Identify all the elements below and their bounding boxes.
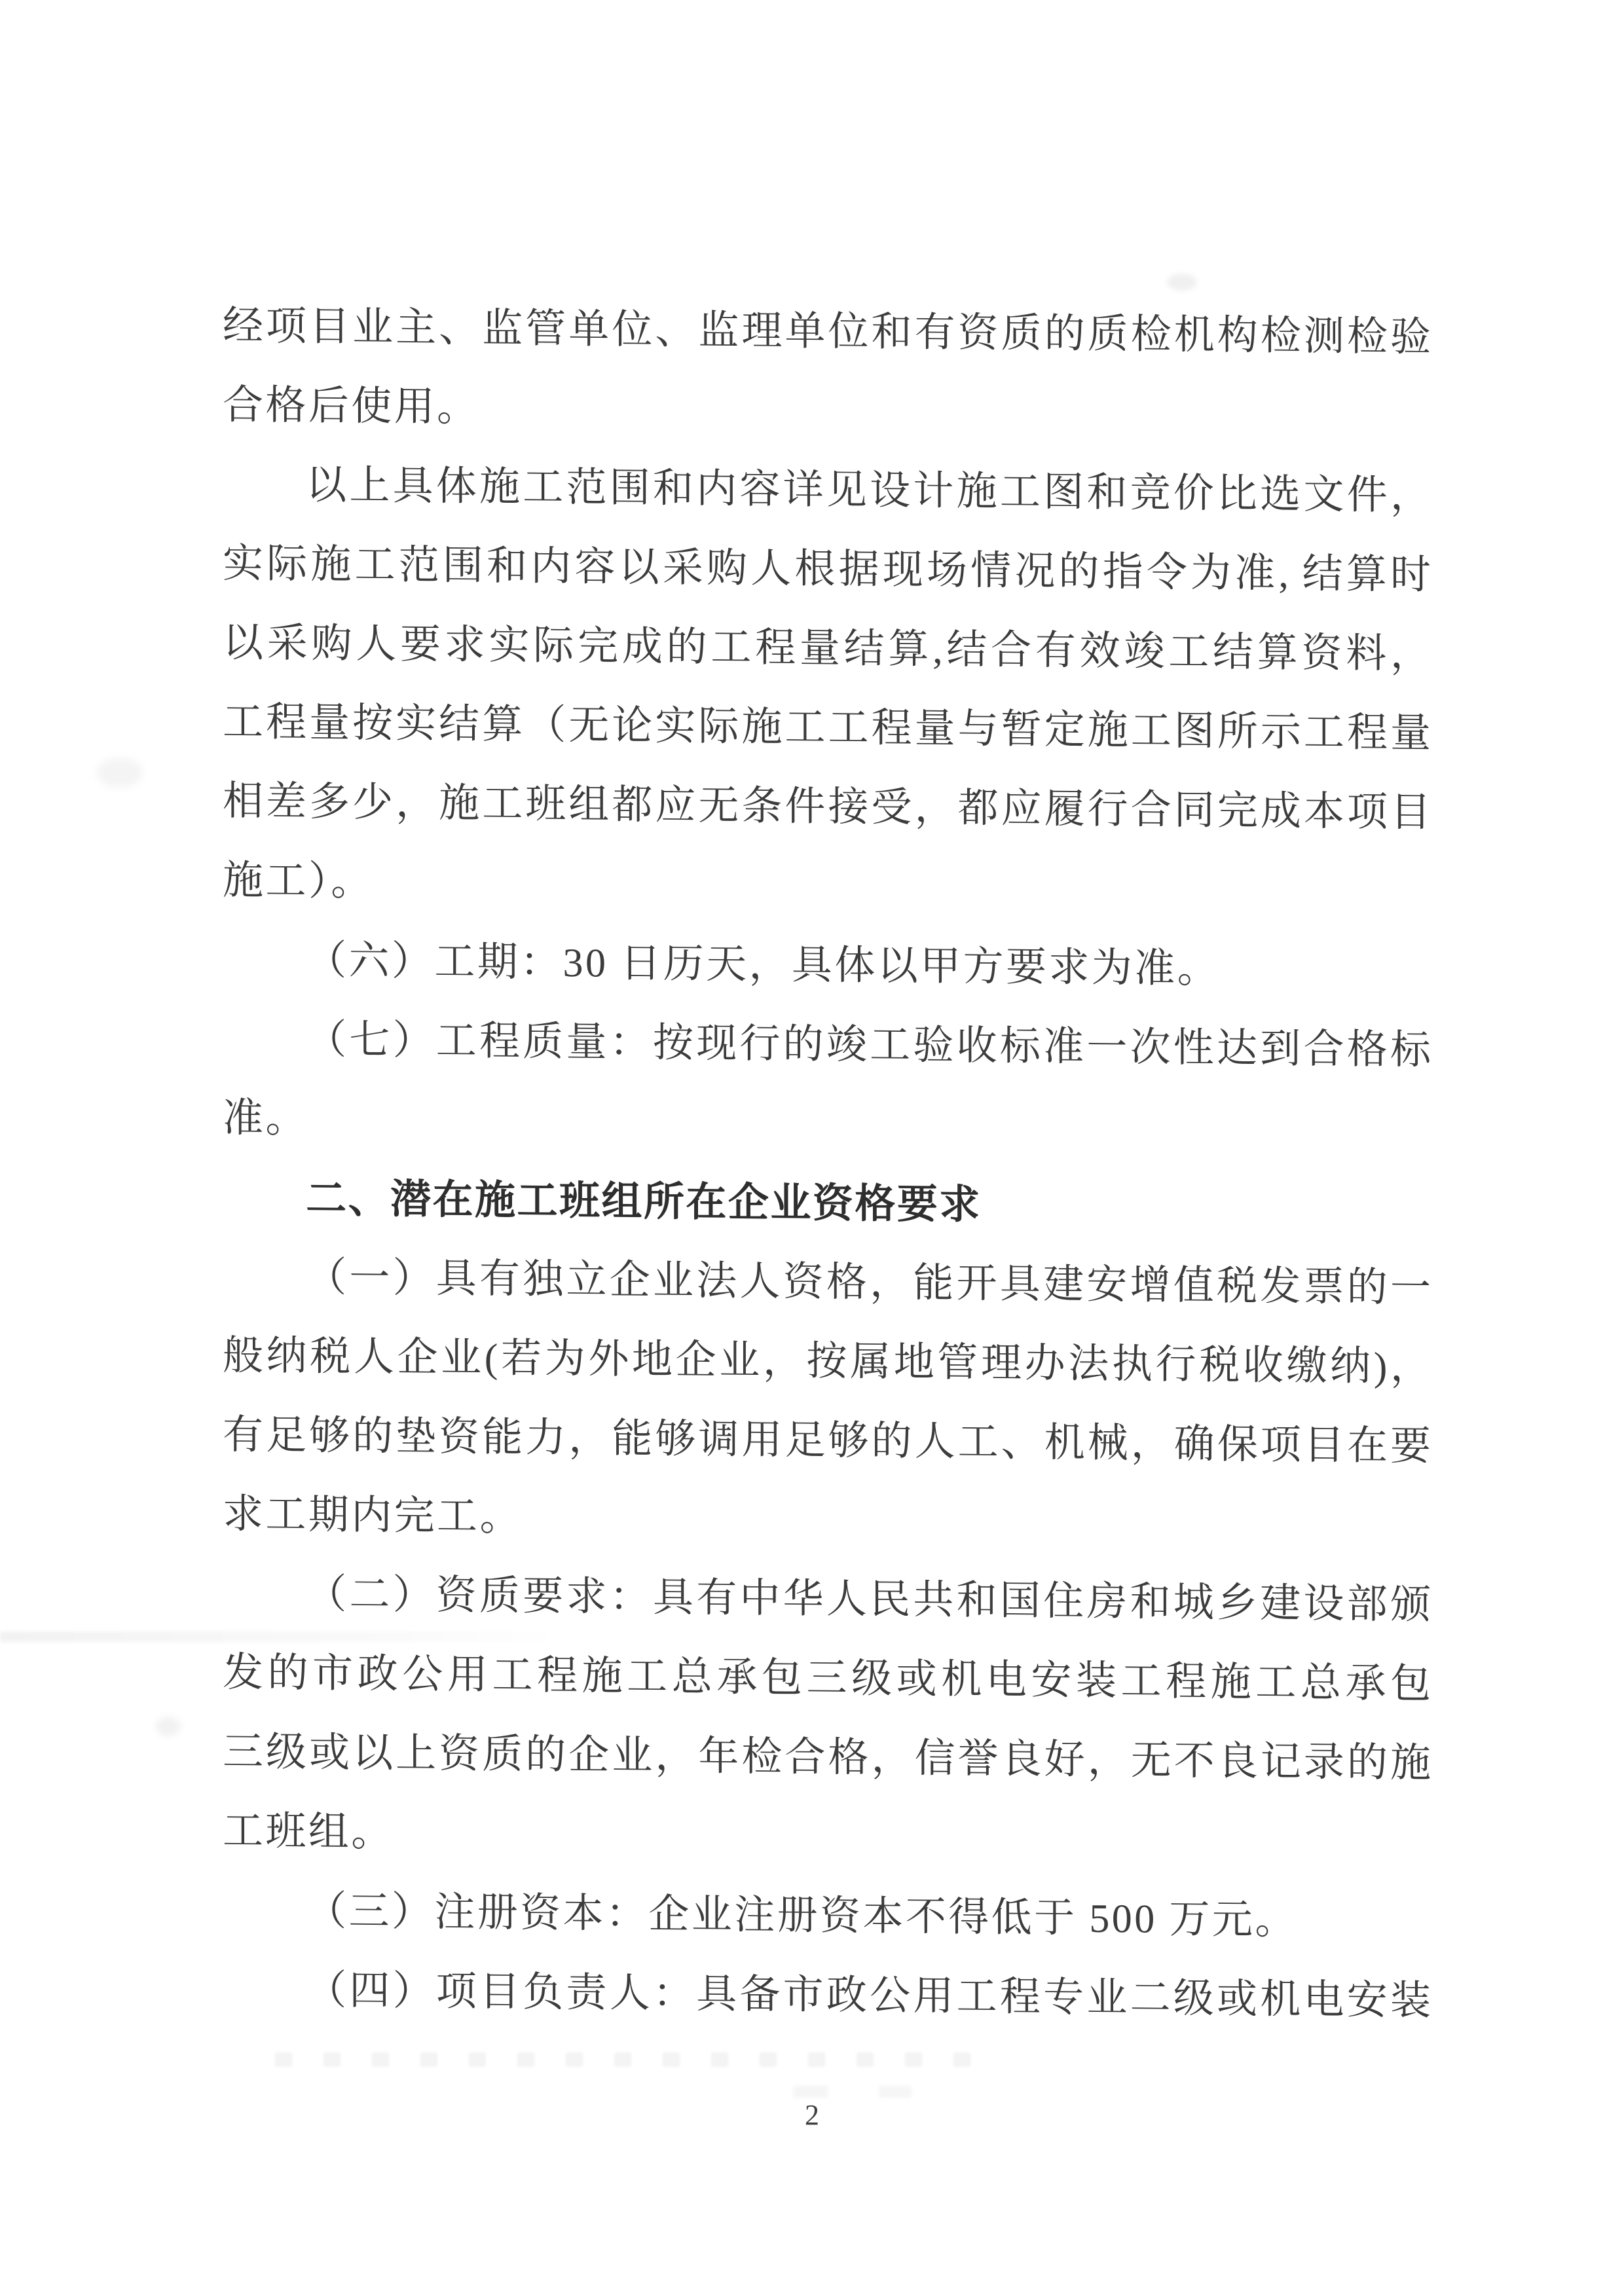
text-line: 发的市政公用工程施工总承包三级或机电安装工程施工总承包 [223, 1650, 1431, 1707]
text-line: 三级或以上资质的企业，年检合格，信誉良好，无不良记录的施 [223, 1730, 1431, 1786]
text-line: （六）工期：30 日历天，具体以甲方要求为准。 [306, 938, 1221, 992]
scan-artifact [879, 2086, 912, 2098]
text-line: 实际施工范围和内容以采购人根据现场情况的指令为准, 结算时 [223, 541, 1431, 598]
text-line: 经项目业主、监管单位、监理单位和有资质的质检机构检测检验 [223, 304, 1431, 360]
text-line: （三）注册资本：企业注册资本不得低于 500 万元。 [306, 1889, 1298, 1943]
text-line: 工程量按实结算（无论实际施工工程量与暂定施工图所示工程量 [223, 700, 1431, 756]
text-line: 施工）。 [223, 858, 374, 905]
text-line: 求工期内完工。 [223, 1492, 523, 1540]
text-line: 相差多少，施工班组都应无条件接受，都应履行合同完成本项目 [223, 779, 1431, 835]
text-line: 准。 [223, 1096, 308, 1142]
scan-artifact [1167, 274, 1197, 291]
text-line: 工班组。 [223, 1809, 394, 1855]
page-number: 2 [805, 2099, 819, 2131]
text-line: 有足够的垫资能力，能够调用足够的人工、机械，确保项目在要 [223, 1413, 1431, 1469]
text-line: 以上具体施工范围和内容详见设计施工图和竞价比选文件， [306, 463, 1431, 519]
text-line: （七）工程质量：按现行的竣工验收标准一次性达到合格标 [306, 1017, 1431, 1073]
text-line: 般纳税人企业(若为外地企业，按属地管理办法执行税收缴纳)， [223, 1334, 1431, 1390]
scan-artifact [156, 1717, 181, 1736]
document-text-block [223, 287, 1431, 2041]
scan-artifact [794, 2086, 828, 2098]
text-line: （一）具有独立企业法人资格，能开具建安增值税发票的一 [306, 1255, 1431, 1311]
text-line: （四）项目负责人：具备市政公用工程专业二级或机电安装 [306, 1968, 1431, 2024]
section-heading: 二、潜在施工班组所在企业资格要求 [306, 1176, 982, 1228]
text-line: （二）资质要求：具有中华人民共和国住房和城乡建设部颁 [306, 1572, 1431, 1628]
text-line: 以采购人要求实际完成的工程量结算,结合有效竣工结算资料， [223, 621, 1431, 677]
text-line: 合格后使用。 [223, 383, 480, 430]
scan-artifact [97, 758, 143, 788]
scan-bleed-through [275, 2052, 982, 2067]
